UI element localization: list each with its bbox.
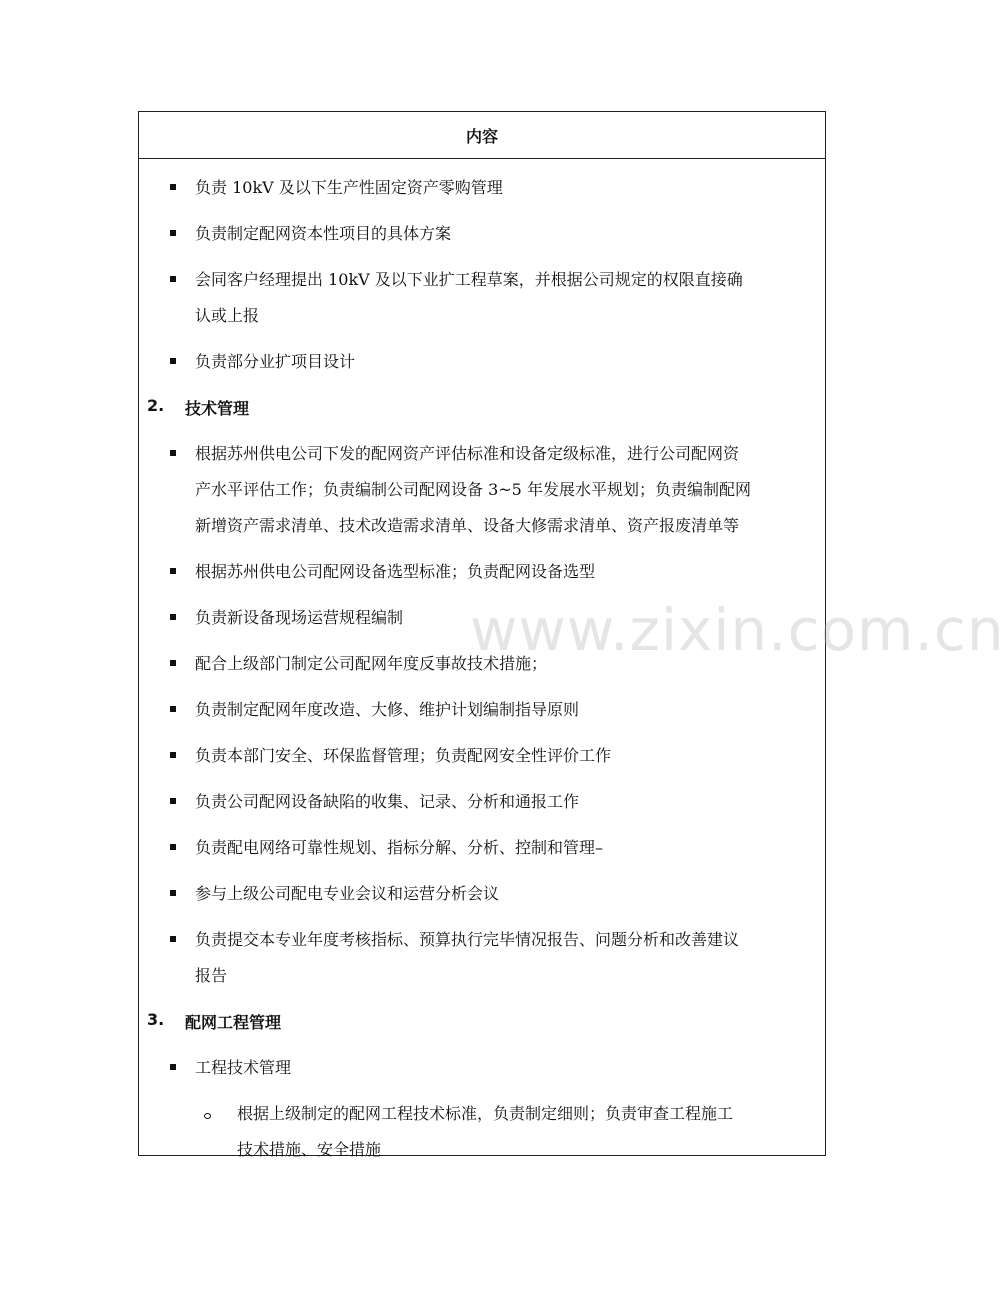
- watermark: www.zixin.com.cn: [470, 596, 1005, 664]
- list-item-text: 负责部分业扩项目设计: [195, 352, 356, 371]
- square-bullet-icon: [170, 798, 176, 804]
- list-item-text: 新增资产需求清单、技术改造需求清单、设备大修需求清单、资产报废清单等: [195, 516, 740, 535]
- square-bullet-icon: [170, 660, 176, 666]
- square-bullet-icon: [170, 230, 176, 236]
- list-item-text: 负责制定配网资本性项目的具体方案: [195, 224, 452, 243]
- list-item-text: 负责提交本专业年度考核指标、预算执行完毕情况报告、问题分析和改善建议: [195, 930, 740, 949]
- square-bullet-icon: [170, 1064, 176, 1070]
- section-title: 技术管理: [185, 399, 250, 418]
- list-item-text: 认或上报: [195, 306, 260, 325]
- list-item-text: 参与上级公司配电专业会议和运营分析会议: [195, 884, 500, 903]
- section-title: 配网工程管理: [185, 1013, 282, 1032]
- list-item-text: 负责公司配网设备缺陷的收集、记录、分析和通报工作: [195, 792, 580, 811]
- list-item-text: 负责 10kV 及以下生产性固定资产零购管理: [195, 178, 503, 197]
- square-bullet-icon: [170, 844, 176, 850]
- square-bullet-icon: [170, 184, 176, 190]
- list-item-text: 会同客户经理提出 10kV 及以下业扩工程草案，并根据公司规定的权限直接确: [195, 270, 743, 289]
- list-item-text: 负责配电网络可靠性规划、指标分解、分析、控制和管理–: [195, 838, 604, 857]
- section-number: 3.: [147, 1010, 165, 1029]
- square-bullet-icon: [170, 752, 176, 758]
- sub-item-text: 技术措施、安全措施: [237, 1140, 382, 1159]
- list-item-text: 根据苏州供电公司下发的配网资产评估标准和设备定级标准，进行公司配网资: [195, 444, 740, 463]
- list-item-text: 负责新设备现场运营规程编制: [195, 608, 404, 627]
- square-bullet-icon: [170, 450, 176, 456]
- square-bullet-icon: [170, 890, 176, 896]
- table-header: [139, 112, 825, 159]
- list-item-text: 负责制定配网年度改造、大修、维护计划编制指导原则: [195, 700, 580, 719]
- section-number: 2.: [147, 396, 165, 415]
- square-bullet-icon: [170, 358, 176, 364]
- list-item-text: 配合上级部门制定公司配网年度反事故技术措施；: [195, 654, 548, 673]
- list-item-text: 负责本部门安全、环保监督管理；负责配网安全性评价工作: [195, 746, 612, 765]
- square-bullet-icon: [170, 614, 176, 620]
- square-bullet-icon: [170, 568, 176, 574]
- list-item-text: 报告: [195, 966, 228, 985]
- hollow-bullet-icon: [204, 1113, 211, 1119]
- header-title: 内容: [465, 126, 498, 146]
- list-item-text: 根据苏州供电公司配网设备选型标准；负责配网设备选型: [195, 562, 596, 581]
- square-bullet-icon: [170, 936, 176, 942]
- list-item-text: 工程技术管理: [195, 1058, 292, 1077]
- square-bullet-icon: [170, 276, 176, 282]
- list-item-text: 产水平评估工作；负责编制公司配网设备 3~5 年发展水平规划；负责编制配网: [195, 480, 751, 499]
- sub-item-text: 根据上级制定的配网工程技术标准，负责制定细则；负责审查工程施工: [237, 1104, 734, 1123]
- square-bullet-icon: [170, 706, 176, 712]
